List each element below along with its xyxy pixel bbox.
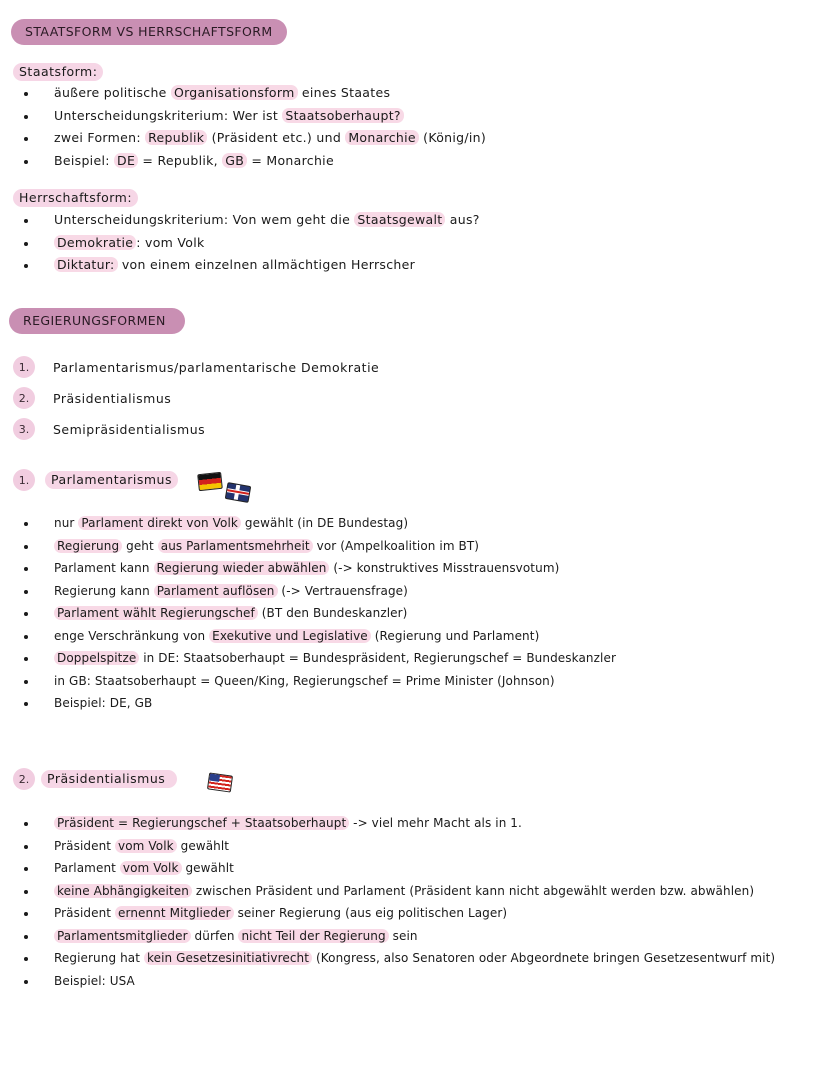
bullet-item xyxy=(0,535,810,558)
bullet-item xyxy=(0,127,800,150)
bullet-text: Unterscheidungskriterium: Von wem geht die xyxy=(54,212,355,227)
bullet-text: in GB: Staatsoberhaupt = Queen/King, Regierungschef = Prime Minister (Johnson) xyxy=(54,673,555,688)
bullet-item xyxy=(0,150,800,173)
highlighted-text: Staatsgewalt xyxy=(354,212,445,227)
bullet-text: Beispiel: xyxy=(54,152,115,168)
highlighted-text: keine Abhängigkeiten xyxy=(54,884,192,898)
bullet-item xyxy=(0,580,810,603)
overview-item xyxy=(13,355,379,379)
bullet-text: Parlament kann xyxy=(54,561,154,575)
bullet-text: dürfen xyxy=(190,928,239,943)
praesidentialismus-label: Präsidentialismus xyxy=(41,770,177,788)
number-badge: 1. xyxy=(13,356,35,378)
uk-flag-icon xyxy=(225,482,252,503)
bullet-text: sein xyxy=(388,928,418,943)
bullet-item xyxy=(0,902,790,925)
highlighted-text: aus Parlamentsmehrheit xyxy=(158,539,313,553)
highlighted-text: Demokratie xyxy=(54,235,136,250)
bullet-text: gewählt xyxy=(181,861,234,875)
parlamentarismus-bullets xyxy=(0,512,810,715)
bullet-text: seiner Regierung (aus eig politischen Lager) xyxy=(233,906,508,920)
bullet-item xyxy=(0,209,800,232)
staatsform-label: Staatsform: xyxy=(13,63,103,81)
bullet-text: nur xyxy=(54,516,79,530)
bullet-text: : vom Volk xyxy=(136,234,205,250)
bullet-text: vor (Ampelkoalition im BT) xyxy=(312,538,480,553)
bullet-text: (-> Vertrauensfrage) xyxy=(277,583,408,598)
bullet-item xyxy=(0,812,790,835)
bullet-text: (König/in) xyxy=(418,130,487,145)
bullet-item xyxy=(0,105,800,128)
highlighted-text: Parlament direkt von Volk xyxy=(78,516,241,530)
number-badge: 2. xyxy=(13,387,35,409)
bullet-item xyxy=(0,670,810,693)
bullet-text: geht xyxy=(122,538,158,553)
germany-flag-icon xyxy=(197,472,223,491)
number-badge: 3. xyxy=(13,418,35,440)
bullet-text: (Kongress, also Senatoren oder Abgeordnete bringen Gesetzesentwurf mit) xyxy=(312,951,776,965)
highlighted-text: nicht Teil der Regierung xyxy=(238,929,388,943)
bullet-text: Regierung kann xyxy=(54,583,154,598)
bullet-item xyxy=(0,647,810,670)
bullet-text: (Präsident etc.) und xyxy=(207,130,346,145)
bullet-item xyxy=(0,232,800,255)
highlighted-text: GB xyxy=(222,153,247,168)
bullet-item xyxy=(0,925,790,948)
bullet-item xyxy=(0,602,810,625)
bullet-text: (BT den Bundeskanzler) xyxy=(257,606,408,620)
highlighted-text: Parlamentsmitglieder xyxy=(54,929,191,943)
bullet-text: Beispiel: DE, GB xyxy=(54,696,153,710)
highlighted-text: Regierung xyxy=(54,539,122,553)
bullet-text: zwischen Präsident und Parlament (Präsident kann nicht abgewählt werden bzw. abwählen) xyxy=(191,883,755,898)
parlamentarismus-label: Parlamentarismus xyxy=(45,471,178,489)
highlighted-text: Parlament auflösen xyxy=(154,584,278,598)
staatsform-bullets xyxy=(0,82,800,172)
number-badge: 2. xyxy=(13,768,35,790)
parlamentarismus-heading xyxy=(13,468,178,492)
highlighted-text: Diktatur: xyxy=(54,257,118,272)
bullet-item xyxy=(0,82,800,105)
highlighted-text: Doppelspitze xyxy=(54,651,139,665)
praesidentialismus-bullets xyxy=(0,812,790,992)
bullet-text: Präsident xyxy=(54,838,116,853)
bullet-text: zwei Formen: xyxy=(54,130,146,145)
bullet-text: in DE: Staatsoberhaupt = Bundespräsident, Regierungschef = Bundeskanzler xyxy=(139,651,616,665)
highlighted-text: Republik xyxy=(145,130,207,145)
overview-item-label: Präsidentialismus xyxy=(53,390,172,406)
highlighted-text: Exekutive und Legislative xyxy=(209,629,371,643)
bullet-text: (-> konstruktives Misstrauensvotum) xyxy=(329,561,560,575)
bullet-item xyxy=(0,835,790,858)
usa-flag-icon xyxy=(207,772,233,792)
highlighted-text: Regierung wieder abwählen xyxy=(154,561,330,575)
bullet-text: Regierung hat xyxy=(54,951,144,965)
bullet-item xyxy=(0,557,810,580)
bullet-text: eines Staates xyxy=(297,85,391,100)
bullet-text: = Republik, xyxy=(138,152,223,168)
overview-item-label: Parlamentarismus/parlamentarische Demokratie xyxy=(53,359,380,375)
bullet-item xyxy=(0,512,810,535)
highlighted-text: kein Gesetzesinitiativrecht xyxy=(144,951,312,965)
highlighted-text: vom Volk xyxy=(120,861,182,875)
bullet-text: Parlament xyxy=(54,861,120,875)
bullet-text: gewählt (in DE Bundestag) xyxy=(240,516,409,530)
bullet-item xyxy=(0,970,790,993)
highlighted-text: Präsident = Regierungschef + Staatsoberhaupt xyxy=(54,816,349,830)
section-title-staatsform-vs-herrschaftsform: STAATSFORM VS HERRSCHAFTSFORM xyxy=(11,19,287,45)
bullet-text: von einem einzelnen allmächtigen Herrscher xyxy=(117,257,416,272)
number-badge: 1. xyxy=(13,469,35,491)
bullet-text: äußere politische xyxy=(54,85,171,100)
bullet-item xyxy=(0,692,810,715)
herrschaftsform-label: Herrschaftsform: xyxy=(13,189,138,207)
bullet-item xyxy=(0,880,790,903)
bullet-text: Präsident xyxy=(54,906,116,920)
bullet-text: gewählt xyxy=(176,838,230,853)
bullet-text: -> viel mehr Macht als in 1. xyxy=(349,816,522,830)
bullet-item xyxy=(0,254,800,277)
section-title-regierungsformen: REGIERUNGSFORMEN xyxy=(9,308,185,334)
bullet-item xyxy=(0,857,790,880)
bullet-text: = Monarchie xyxy=(247,152,334,168)
bullet-item xyxy=(0,625,810,648)
praesidentialismus-heading xyxy=(13,767,177,791)
herrschaftsform-bullets xyxy=(0,209,800,277)
overview-item-label: Semipräsidentialismus xyxy=(53,421,206,437)
highlighted-text: Organisationsform xyxy=(171,85,298,100)
bullet-text: Unterscheidungskriterium: Wer ist xyxy=(54,107,283,123)
bullet-text: enge Verschränkung von xyxy=(54,628,210,643)
bullet-text: aus? xyxy=(445,212,480,227)
bullet-item xyxy=(0,947,790,970)
regierungsformen-overview xyxy=(13,355,379,441)
highlighted-text: ernennt Mitglieder xyxy=(115,906,234,920)
highlighted-text: Parlament wählt Regierungschef xyxy=(54,606,258,620)
highlighted-text: Staatsoberhaupt? xyxy=(282,108,404,123)
overview-item xyxy=(13,417,379,441)
highlighted-text: Monarchie xyxy=(345,130,419,145)
highlighted-text: vom Volk xyxy=(115,839,177,853)
bullet-text: Beispiel: USA xyxy=(54,973,135,988)
overview-item xyxy=(13,386,379,410)
highlighted-text: DE xyxy=(114,153,138,168)
bullet-text: (Regierung und Parlament) xyxy=(370,628,540,643)
